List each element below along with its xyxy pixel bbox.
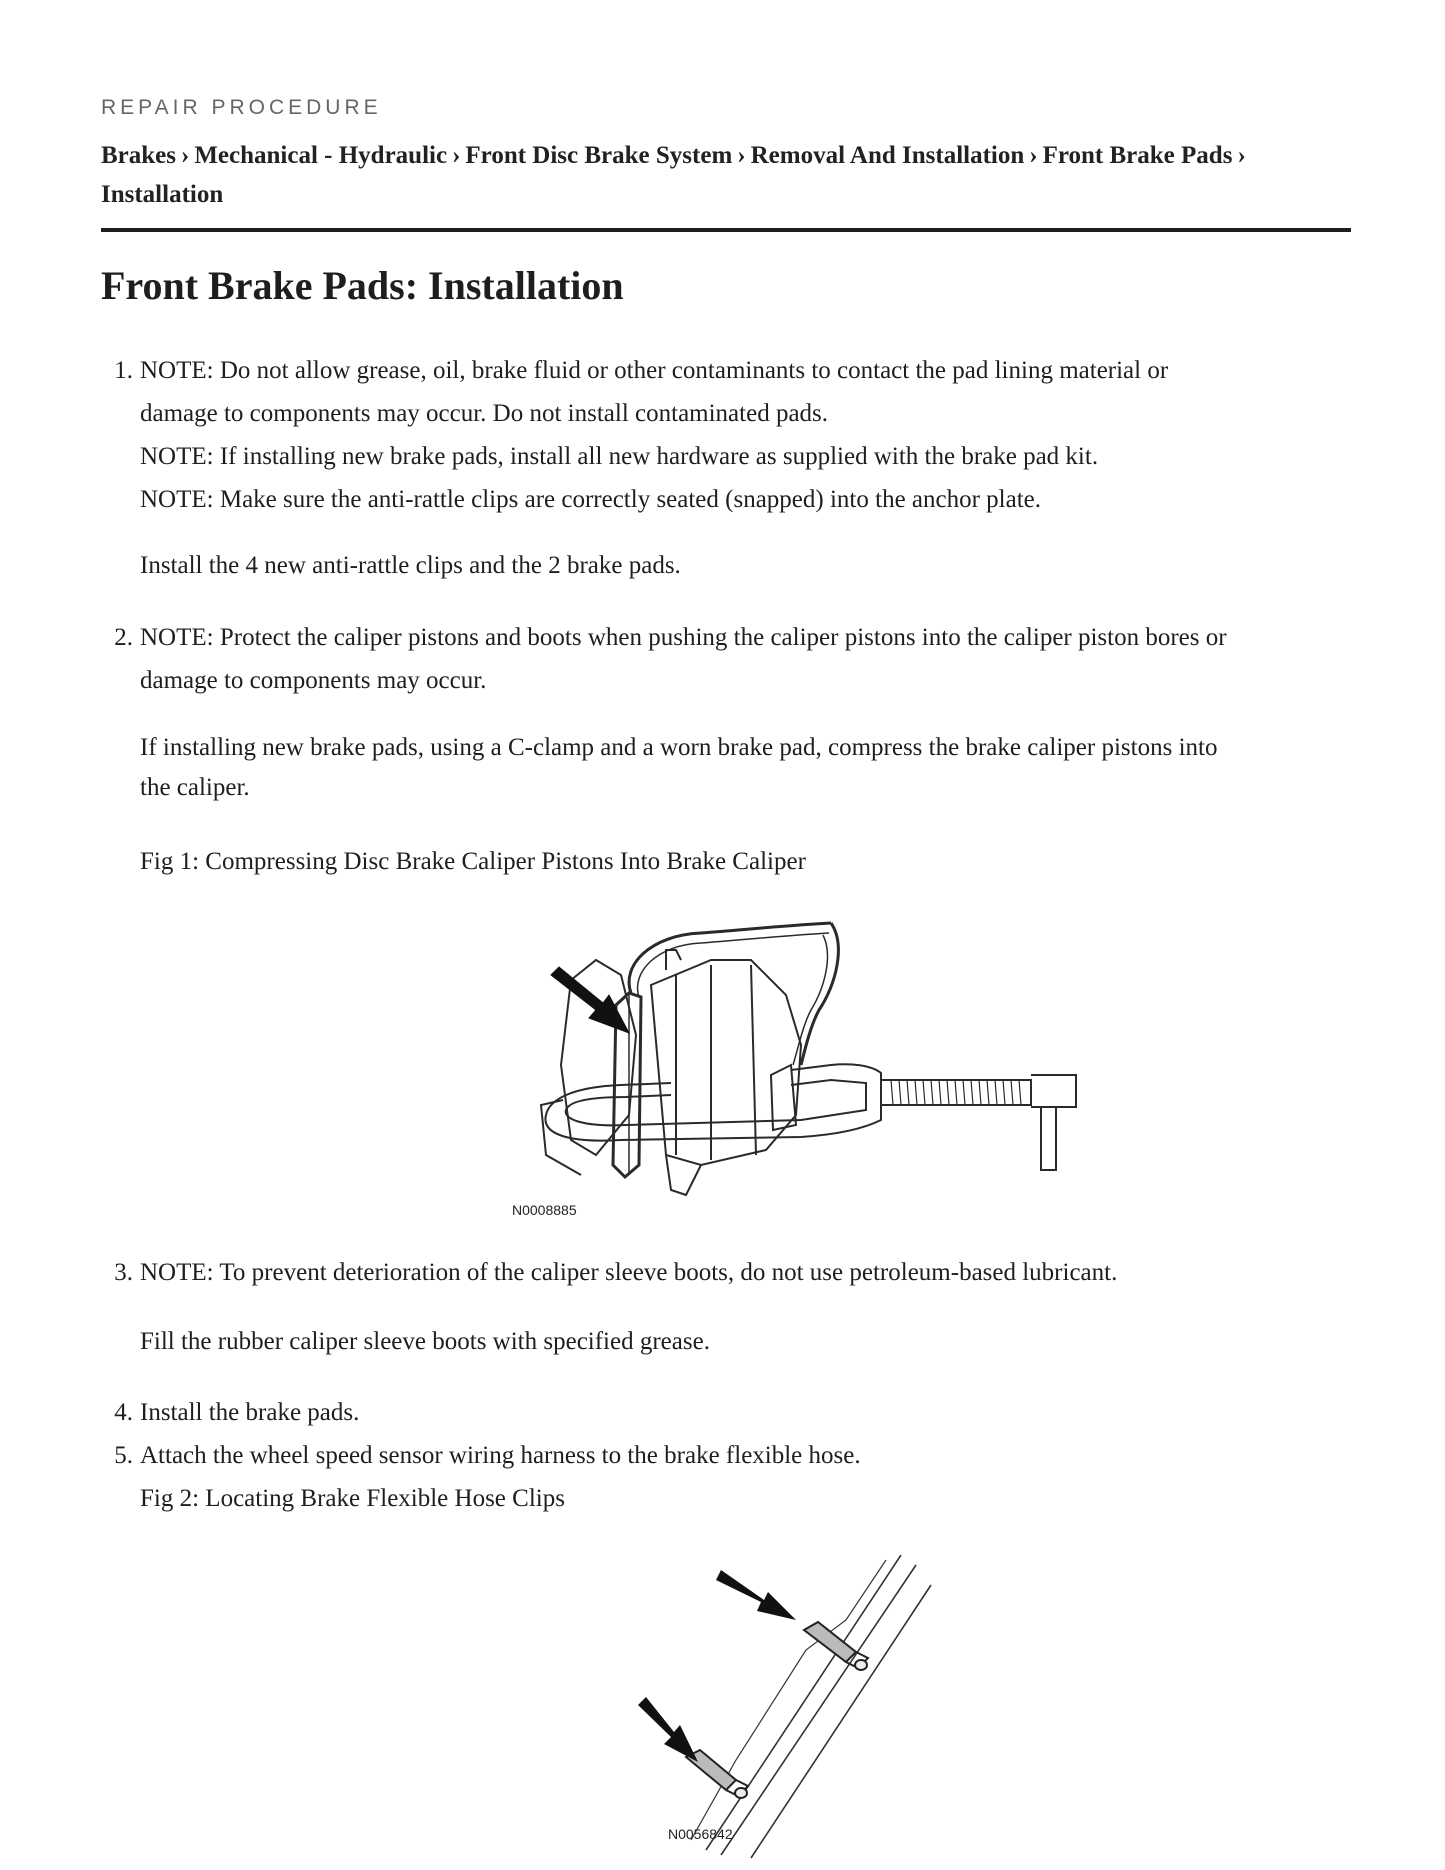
figure-2-arrow-upper [716, 1570, 796, 1620]
figure-1-caption: Fig 1: Compressing Disc Brake Caliper Pistons Into Brake Caliper [140, 848, 806, 875]
step-number: 5. [114, 1442, 133, 1469]
breadcrumb-item-brakes[interactable]: Brakes [101, 142, 176, 169]
step-number: 3. [114, 1259, 133, 1286]
step-number: 1. [114, 357, 133, 384]
step-number: 2. [114, 624, 133, 651]
step-3-instruction: Fill the rubber caliper sleeve boots with specified grease. [140, 1328, 710, 1355]
figure-2-illustration [556, 1540, 956, 1860]
figure-2-caption: Fig 2: Locating Brake Flexible Hose Clips [140, 1485, 565, 1512]
breadcrumb-item-front-brake-pads[interactable]: Front Brake Pads [1042, 142, 1233, 169]
breadcrumb-separator: › [181, 142, 190, 169]
breadcrumb-item-front-disc-brake-system[interactable]: Front Disc Brake System [465, 142, 733, 169]
breadcrumb-item-mechanical-hydraulic[interactable]: Mechanical - Hydraulic [194, 142, 448, 169]
step-number: 4. [114, 1399, 133, 1426]
figure-1-code: N0008885 [512, 1202, 577, 1218]
step-1-note-line: NOTE: Make sure the anti-rattle clips are correctly seated (snapped) into the anchor plate. [140, 486, 1042, 513]
figure-2-arrow-lower [638, 1697, 698, 1762]
breadcrumb-separator: › [1029, 142, 1038, 169]
step-2-note-line: NOTE: Protect the caliper pistons and boots when pushing the caliper pistons into the caliper piston bores or [140, 624, 1227, 651]
step-1-note-line: damage to components may occur. Do not install contaminated pads. [140, 400, 829, 427]
breadcrumb-separator: › [1237, 142, 1246, 169]
header-divider [101, 228, 1351, 232]
breadcrumb-item-installation[interactable]: Installation [101, 181, 224, 208]
figure-1-illustration [501, 915, 1081, 1220]
step-4-text: Install the brake pads. [140, 1399, 360, 1426]
page-title: Front Brake Pads: Installation [101, 263, 624, 308]
breadcrumb [101, 136, 1351, 214]
step-5-text: Attach the wheel speed sensor wiring harness to the brake flexible hose. [140, 1442, 861, 1469]
section-kicker: REPAIR PROCEDURE [101, 96, 382, 119]
step-3-note-line: NOTE: To prevent deterioration of the caliper sleeve boots, do not use petroleum-based lubricant. [140, 1259, 1118, 1286]
figure-1-arrow [551, 967, 629, 1033]
step-2-instruction-line: If installing new brake pads, using a C-clamp and a worn brake pad, compress the brake caliper pistons into [140, 734, 1218, 761]
step-2-note-line: damage to components may occur. [140, 667, 487, 694]
step-2-instruction [140, 728, 1340, 808]
step-1-note-line: NOTE: Do not allow grease, oil, brake fluid or other contaminants to contact the pad lining material or [140, 357, 1169, 384]
breadcrumb-separator: › [737, 142, 746, 169]
step-1-note-line: NOTE: If installing new brake pads, install all new hardware as supplied with the brake pad kit. [140, 443, 1099, 470]
breadcrumb-separator: › [452, 142, 461, 169]
breadcrumb-item-removal-and-installation[interactable]: Removal And Installation [750, 142, 1025, 169]
step-1-instruction: Install the 4 new anti-rattle clips and the 2 brake pads. [140, 552, 681, 579]
step-2-instruction-line: the caliper. [140, 774, 250, 801]
figure-2-code: N0056842 [668, 1826, 733, 1842]
